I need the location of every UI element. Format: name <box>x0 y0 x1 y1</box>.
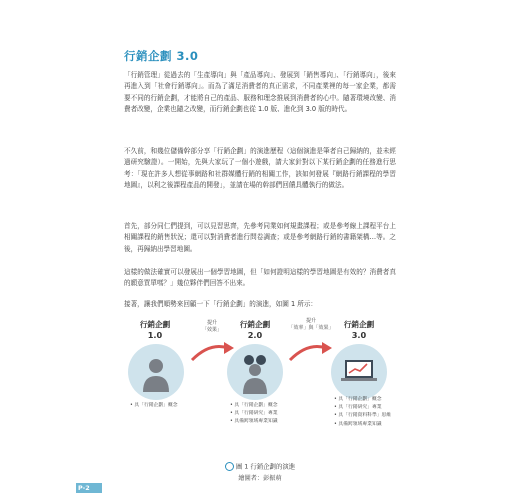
stage-3-version: 3.0 <box>351 330 367 340</box>
arrow-1-line2: 「效果」 <box>201 327 222 333</box>
stage-2-bullet: • 具備跨領域專業知識 <box>230 418 278 426</box>
paragraph-5: 接著，讓我們順勢來回顧一下「行銷企劃」的演進，如圖 1 所示： <box>124 300 318 308</box>
stage-2-bullet: • 具「行銷研究」專業 <box>230 410 278 418</box>
figure-caption-text: 圖 1 行銷企劃的演進 <box>235 462 296 471</box>
section-title: 行銷企劃 3.0 <box>124 49 199 63</box>
figure-credit: 繪圖者：彭振萌 <box>238 475 282 482</box>
red-arrow-icon <box>286 338 334 364</box>
stage-2-bullet: • 具「行銷企劃」概念 <box>230 402 278 410</box>
caption-icon <box>225 462 234 471</box>
stage-3-bullet: • 具「行銷企劃」概念 <box>334 396 391 404</box>
person-icon <box>128 344 184 400</box>
paragraph-4: 這樣的做法確實可以發展出一個學習地圖，但「如何證明這樣的學習地圖是有效的？消費者真的願意買單嗎？」幾位夥伴們回答不出來。 <box>124 268 396 288</box>
paragraph-2: 不久前，和幾位儲備幹部分享「行銷企劃」的演進歷程（這個演進是筆者自己歸納的，並未經過研究驗證）。一開始，先與大家玩了一個小遊戲，請大家針對以下某行銷企劃的任務進行思考：「現在許多人想從事網路和社群媒體行銷的相關工作，該如何發展『網路行銷課程的學習地圖』，以利之後課程產品的開發」，並請在場的幹部們回饋具體執行的做法。 <box>124 147 396 190</box>
researcher-icon <box>227 344 283 400</box>
stage-2-version: 2.0 <box>247 330 263 340</box>
stage-1-bullets <box>130 402 178 410</box>
stage-3-bullet: • 具「行銷研究」專業 <box>334 404 391 412</box>
stage-2-bullets <box>230 402 278 427</box>
arrow-2-line2: 「效率」與「效果」 <box>288 325 334 331</box>
arrow-1-line1: 提升 <box>206 320 217 326</box>
stage-1-title <box>120 320 190 340</box>
stage-2-title <box>220 320 290 340</box>
stage-2-title-text: 行銷企劃 <box>239 320 271 329</box>
evolution-figure <box>118 316 408 466</box>
page-number: P-2 <box>78 484 90 492</box>
figure-caption <box>0 462 520 472</box>
laptop-chart-icon <box>331 344 387 400</box>
stage-3-bullet: • 具備跨領域專業知識 <box>334 421 391 429</box>
paragraph-3: 首先，部分同仁們提到，可以見習思齊，先參考同業如何規畫課程；或是參考線上課程平台上相關課程的銷售狀況；還可以對消費者進行問卷調查；或是參考網路行銷的書籍架構…等。之後，再歸納出學習地圖。 <box>124 222 396 253</box>
stage-1-bullet: • 具「行銷企劃」概念 <box>130 402 178 410</box>
stage-1-version: 1.0 <box>147 330 163 340</box>
stage-3-title-text: 行銷企劃 <box>343 320 375 329</box>
stage-3-title <box>324 320 394 340</box>
paragraph-1: 「行銷管理」從過去的「生產導向」與「產品導向」、發展到「銷售導向」、「行銷導向」，後來再進入到「社會行銷導向」。而為了滿足消費者的真正需求，不同產業裡的每一家企業，都需要不同的行銷企劃，才能將自己的產品、服務和理念推展到消費者的心中。隨著環境改變、消費者改變，企業也隨之改變，而行銷企劃也從 1.0 版、進化到 3.0 版的時代。 <box>124 71 396 114</box>
stage-3-bullets <box>334 396 391 429</box>
arrow-2-line1: 提升 <box>305 318 316 324</box>
stage-1-title-text: 行銷企劃 <box>139 320 171 329</box>
stage-3-bullet: • 具「行銷資料科學」思維 <box>334 412 391 420</box>
